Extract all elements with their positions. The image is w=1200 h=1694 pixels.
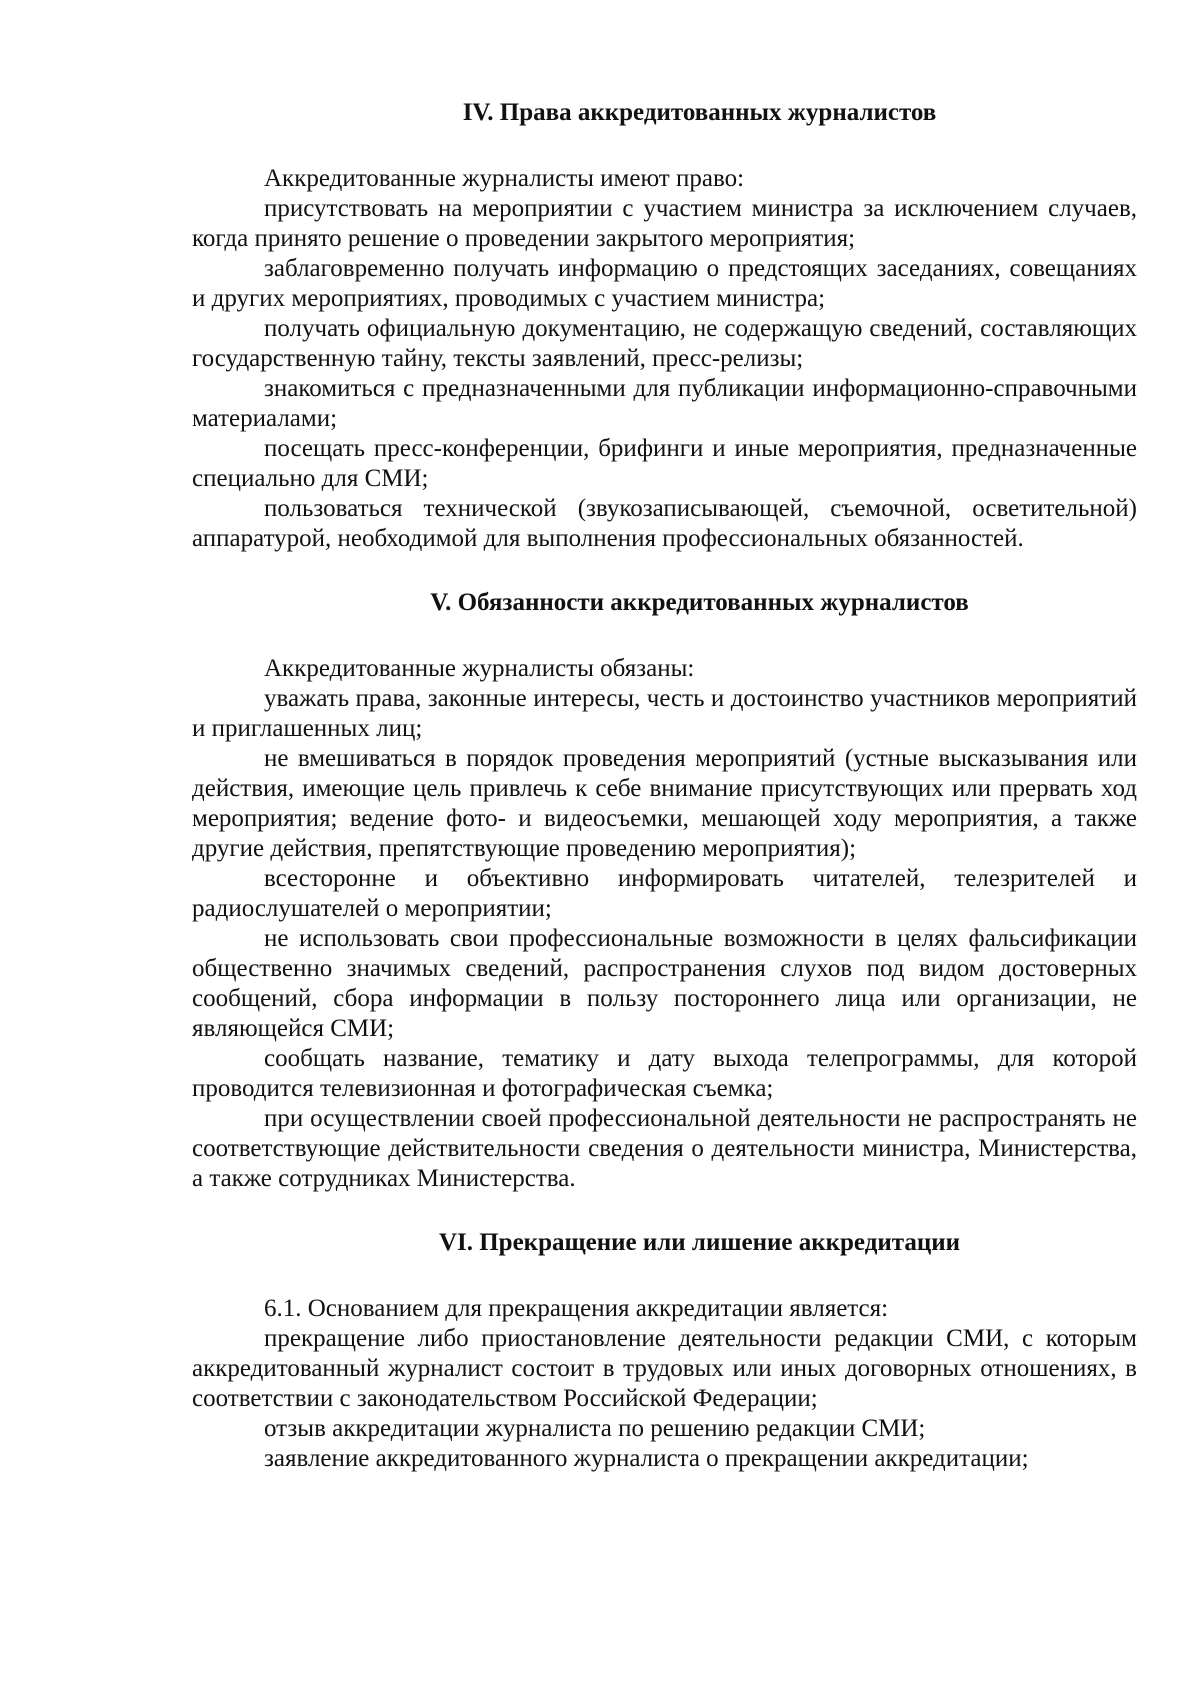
paragraph: отзыв аккредитации журналиста по решению редакции СМИ; [264,1415,926,1442]
paragraph: пользоваться технической (звукозаписывающей, съемочной, осветительной) аппаратурой, необходимой для выполнения профессиональных обязанностей. [192,495,1137,552]
paragraph: заблаговременно получать информацию о предстоящих заседаниях, совещаниях и других мероприятиях, проводимых с участием министра; [192,255,1137,312]
paragraph: заявление аккредитованного журналиста о прекращении аккредитации; [264,1445,1029,1472]
paragraph: 6.1. Основанием для прекращения аккредитации является: [264,1295,889,1322]
paragraph: всесторонне и объективно информировать читателей, телезрителей и радиослушателей о мероприятии; [192,865,1137,922]
document-page [192,98,1137,1474]
paragraph: присутствовать на мероприятии с участием министра за исключением случаев, когда принято решение о проведении закрытого мероприятия; [192,195,1137,252]
paragraph: не вмешиваться в порядок проведения мероприятий (устные высказывания или действия, имеющие цель привлечь к себе внимание присутствующих или прервать ход мероприятия; ведение фото- и видеосъемки, мешающей ходу мероприятия, а также другие действия, препятствующие проведению мероприятия); [192,745,1137,862]
paragraph: Аккредитованные журналисты имеют право: [264,165,745,192]
paragraph: прекращение либо приостановление деятельности редакции СМИ, с которым аккредитованный журналист состоит в трудовых или иных договорных отношениях, в соответствии с законодательством Российской Федерации; [192,1325,1137,1412]
section-title: V. Обязанности аккредитованных журналистов [430,589,969,616]
paragraph: знакомиться с предназначенными для публикации информационно-справочными материалами; [192,375,1137,432]
paragraph: уважать права, законные интересы, честь и достоинство участников мероприятий и приглашенных лиц; [192,685,1137,742]
paragraph: получать официальную документацию, не содержащую сведений, составляющих государственную тайну, тексты заявлений, пресс-релизы; [192,315,1137,372]
section-title: IV. Права аккредитованных журналистов [462,99,937,126]
paragraph: Аккредитованные журналисты обязаны: [264,655,695,682]
paragraph: при осуществлении своей профессиональной деятельности не распространять не соответствующие действительности сведения о деятельности министра, Министерства, а также сотрудниках Министерства. [192,1105,1137,1192]
paragraph: посещать пресс-конференции, брифинги и иные мероприятия, предназначенные специально для СМИ; [192,435,1137,492]
paragraph: не использовать свои профессиональные возможности в целях фальсификации общественно значимых сведений, распространения слухов под видом достоверных сообщений, сбора информации в пользу постороннего лица или организации, не являющейся СМИ; [192,925,1137,1042]
section-title: VI. Прекращение или лишение аккредитации [438,1229,961,1256]
paragraph: сообщать название, тематику и дату выхода телепрограммы, для которой проводится телевизионная и фотографическая съемка; [192,1045,1137,1102]
section-rights [192,98,1137,554]
section-duties [192,588,1137,1194]
section-termination [192,1228,1137,1474]
